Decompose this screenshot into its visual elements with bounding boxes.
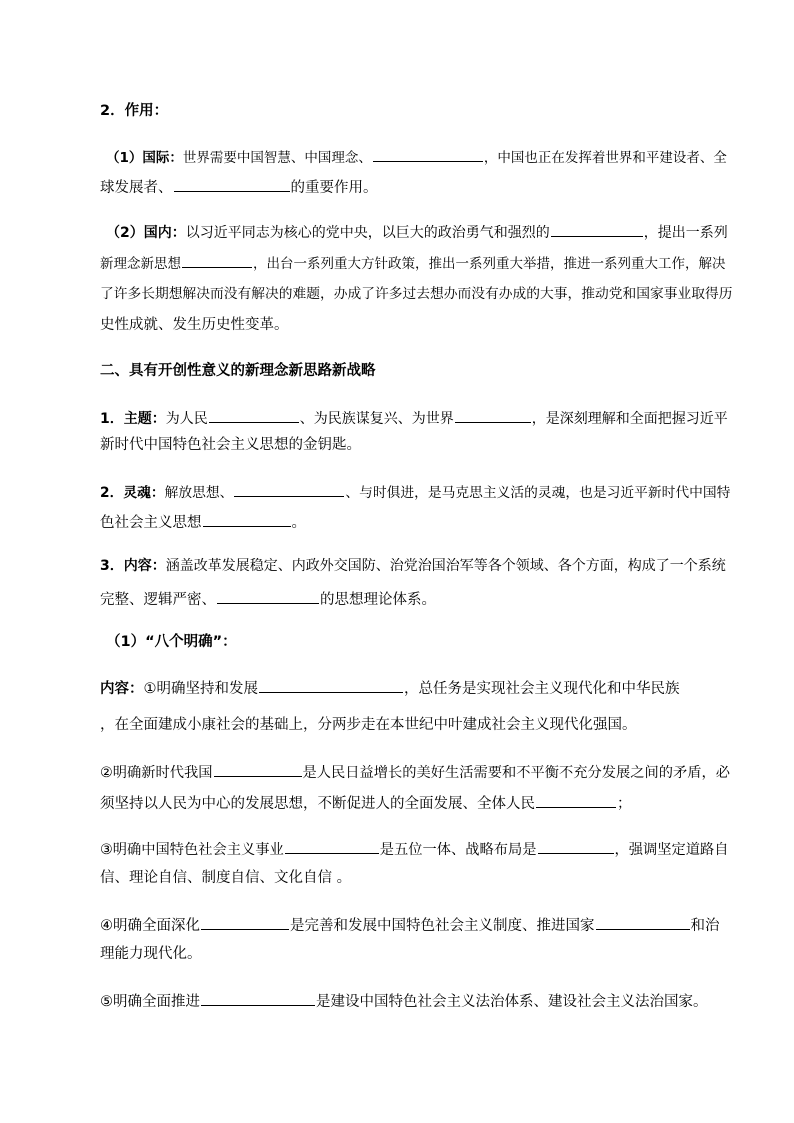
paragraph-domestic-line-2 <box>100 253 726 273</box>
text: 的思想理论体系。 <box>320 592 436 608</box>
text: ，总任务是实现社会主义现代化和中华民族 <box>404 681 680 697</box>
text: 、与时俱进，是马克思主义活的灵魂，也是习近平新时代中国特 <box>345 485 731 501</box>
text: 为人民 <box>165 411 208 427</box>
item-4-line-1 <box>100 915 720 935</box>
fill-blank[interactable] <box>174 177 290 192</box>
item-3-line-2: 信、理论自信、制度自信、文化自信 。 <box>100 870 352 886</box>
fill-blank[interactable] <box>234 482 344 497</box>
paragraph-domestic-line-3: 了许多长期想解决而没有解决的难题，办成了许多过去想办而没有办成的大事，推动党和国家事业取得历 <box>100 286 733 302</box>
text: ②明确新时代我国 <box>100 765 213 781</box>
paragraph-international-line-1 <box>106 147 727 167</box>
item-2-line-2 <box>100 793 632 813</box>
section-title: 二、具有开创性意义的新理念新思路新战略 <box>100 363 376 379</box>
section-heading: 2．作用： <box>100 103 169 119</box>
paragraph-soul-line-2 <box>100 512 306 532</box>
text: 涵盖改革发展稳定、内政外交国防、治党治国治军等各个领域、各个方面，构成了一个系统 <box>165 558 726 574</box>
fill-blank[interactable] <box>201 915 289 930</box>
subsection-heading: （1）“八个明确”： <box>106 634 237 650</box>
text: 是完善和发展中国特色社会主义制度、推进国家 <box>290 918 595 934</box>
text: 解放思想、 <box>164 485 234 501</box>
fill-blank[interactable] <box>596 915 690 930</box>
fill-blank[interactable] <box>455 408 531 423</box>
text: ④明确全面深化 <box>100 918 200 934</box>
text: 和治 <box>690 918 720 934</box>
text: ，提出一系列 <box>643 225 728 241</box>
fill-blank[interactable] <box>201 991 315 1006</box>
paragraph-label: 内容： <box>100 681 144 697</box>
paragraph-theme-line-1 <box>100 408 728 428</box>
text: 世界需要中国智慧、中国理念、 <box>182 150 372 166</box>
paragraph-label: （2）国内： <box>106 225 186 241</box>
paragraph-domestic-line-1 <box>106 222 728 242</box>
fill-blank[interactable] <box>551 222 643 237</box>
paragraph-label: 1．主题： <box>100 411 166 427</box>
paragraph-domestic-line-4: 史性成就、发生历史性变革。 <box>100 317 289 333</box>
text: ，出台一系列重大方针政策，推出一系列重大举措，推进一系列重大工作，解决 <box>253 256 726 272</box>
text: 是建设中国特色社会主义法治体系、建设社会主义法治国家。 <box>316 994 708 1010</box>
text: 完整、逻辑严密、 <box>100 592 216 608</box>
paragraph-content-line-2 <box>100 589 436 609</box>
text: 是五位一体、战略布局是 <box>379 842 537 858</box>
item-1-line-2: ，在全面建成小康社会的基础上，分两步走在本世纪中叶建成社会主义现代化强国。 <box>100 717 637 733</box>
fill-blank[interactable] <box>203 512 291 527</box>
text: ，是深刻理解和全面把握习近平 <box>531 411 728 427</box>
text: ③明确中国特色社会主义事业 <box>100 842 284 858</box>
fill-blank[interactable] <box>373 147 483 162</box>
fill-blank[interactable] <box>538 839 614 854</box>
paragraph-soul-line-1 <box>100 482 730 502</box>
fill-blank[interactable] <box>214 762 302 777</box>
text: ，中国也正在发挥着世界和平建设者、全 <box>483 150 727 166</box>
item-4-line-2: 理能力现代化。 <box>100 946 202 962</box>
text: 球发展者、 <box>100 180 173 196</box>
text: ，强调坚定道路自 <box>614 842 729 858</box>
paragraph-international-line-2 <box>100 177 378 197</box>
fill-blank[interactable] <box>182 253 252 268</box>
paragraph-label: （1）国际： <box>106 150 183 166</box>
item-3-line-1 <box>100 839 729 859</box>
paragraph-label: 2．灵魂： <box>100 485 165 501</box>
paragraph-label: 3．内容： <box>100 558 166 574</box>
text: ⑤明确全面推进 <box>100 994 200 1010</box>
fill-blank[interactable] <box>536 793 616 808</box>
fill-blank[interactable] <box>217 589 319 604</box>
fill-blank[interactable] <box>285 839 379 854</box>
fill-blank[interactable] <box>209 408 299 423</box>
text: 是人民日益增长的美好生活需要和不平衡不充分发展之间的矛盾，必 <box>302 765 731 781</box>
text: 新理念新思想 <box>100 256 181 272</box>
item-5-line-1 <box>100 991 708 1011</box>
text: ①明确坚持和发展 <box>143 681 258 697</box>
text: 以习近平同志为核心的党中央，以巨大的政治勇气和强烈的 <box>185 225 550 241</box>
text: 的重要作用。 <box>290 180 378 196</box>
item-1-line-1 <box>100 678 680 698</box>
text: ； <box>617 796 632 812</box>
text: 。 <box>291 515 306 531</box>
text: 须坚持以人民为中心的发展思想，不断促进人的全面发展、全体人民 <box>100 796 535 812</box>
paragraph-content-line-1 <box>100 557 726 575</box>
text: 色社会主义思想 <box>100 515 202 531</box>
item-2-line-1 <box>100 762 730 782</box>
text: 、为民族谋复兴、为世界 <box>299 411 454 427</box>
paragraph-theme-line-2: 新时代中国特色社会主义思想的金钥匙。 <box>100 437 361 453</box>
fill-blank[interactable] <box>259 678 403 693</box>
